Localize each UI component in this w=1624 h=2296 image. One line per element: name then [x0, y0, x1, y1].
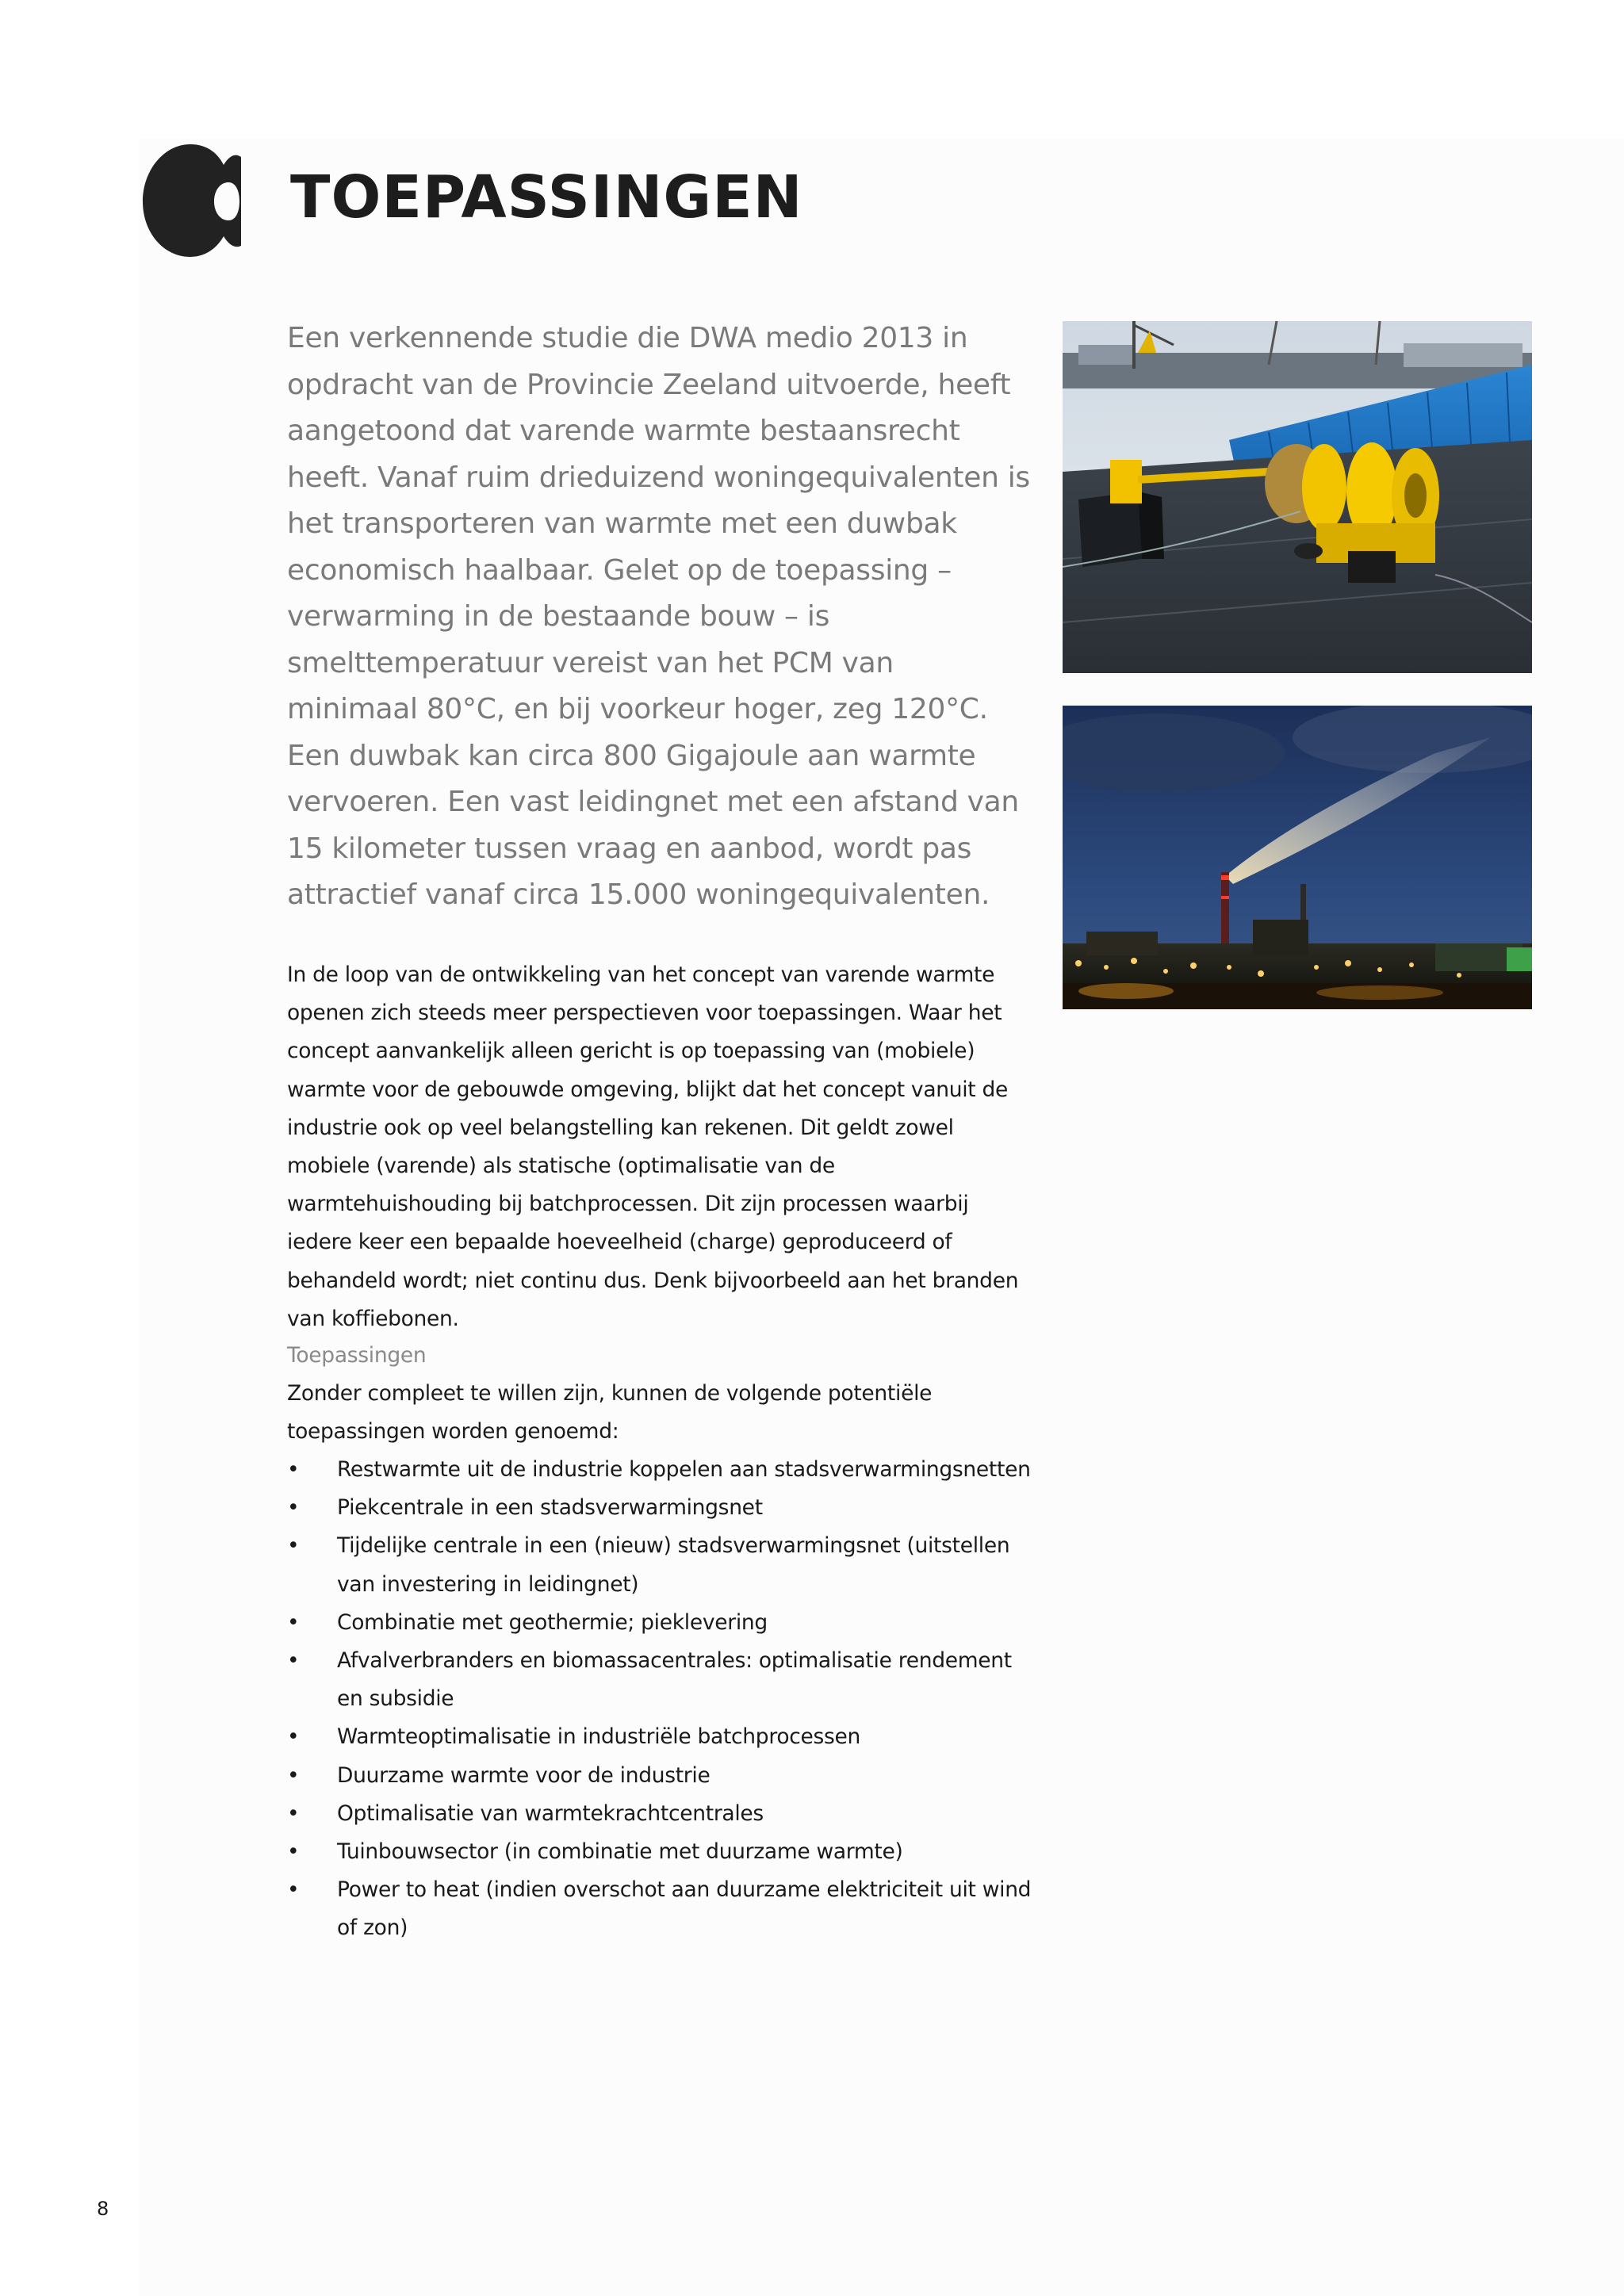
list-item: [287, 1718, 1036, 1756]
bullet-icon: •: [287, 1877, 300, 1903]
page-number: 8: [97, 2198, 109, 2220]
list-item-text: Power to heat (indien overschot aan duurzame elektriciteit uit wind of zon): [337, 1877, 1032, 1941]
section-intro: Zonder compleet te willen zijn, kunnen de volgende potentiële toepassingen worden genoemd:: [287, 1381, 933, 1445]
list-item: [287, 1604, 1036, 1642]
list-item-text: Restwarmte uit de industrie koppelen aan stadsverwarmingsnetten: [337, 1457, 1031, 1482]
list-item: [287, 1489, 1036, 1527]
applications-list: [287, 1451, 1036, 1948]
bullet-icon: •: [287, 1533, 300, 1559]
intro-paragraph: Een verkennende studie die DWA medio 2013 in opdracht van de Provincie Zeeland uitvoerde, heeft aangetoond dat varende warmte bestaansrecht heeft. Vanaf ruim drieduizend woningequivalenten is het transporteren van warmte met een duwbak economisch haalbaar. Gelet op de toepassing – verwarming in de bestaande bouw – is smelttemperatuur vereist van het PCM van minimaal 80°C, en bij voorkeur hoger, zeg 120°C. Een duwbak kan circa 800 Gigajoule aan warmte vervoeren. Een vast leidingnet met een afstand van 15 kilometer tussen vraag en aanbod, wordt pas attractief vanaf circa 15.000 woningequivalenten.: [287, 322, 1030, 911]
chimney-night-photo: [1063, 706, 1532, 1009]
bullet-icon: •: [287, 1839, 300, 1865]
list-item-text: Optimalisatie van warmtekrachtcentrales: [337, 1800, 764, 1826]
list-item: [287, 1527, 1036, 1603]
bullet-icon: •: [287, 1724, 300, 1750]
bullet-icon: •: [287, 1762, 300, 1788]
section-label: Toepassingen: [287, 1343, 427, 1368]
bullet-icon: •: [287, 1609, 300, 1635]
list-item-text: Warmteoptimalisatie in industriële batchprocessen: [337, 1724, 861, 1750]
page-title: TOEPASSINGEN: [290, 163, 803, 232]
bullet-icon: •: [287, 1800, 300, 1826]
list-item-text: Duurzame warmte voor de industrie: [337, 1762, 710, 1788]
list-item: [287, 1451, 1036, 1489]
logo-mark-icon: [141, 143, 244, 258]
list-item-text: Tuinbouwsector (in combinatie met duurzame warmte): [337, 1839, 903, 1865]
list-item: [287, 1871, 1036, 1947]
list-item-text: Afvalverbranders en biomassacentrales: optimalisatie rendement en subsidie: [337, 1648, 1012, 1712]
bullet-icon: •: [287, 1457, 300, 1482]
barge-winch-photo: [1063, 321, 1532, 673]
bullet-icon: •: [287, 1495, 300, 1521]
list-item: [287, 1795, 1036, 1833]
bullet-icon: •: [287, 1648, 300, 1674]
list-item-text: Combinatie met geothermie; pieklevering: [337, 1609, 768, 1635]
list-item: [287, 1833, 1036, 1871]
list-item-text: Piekcentrale in een stadsverwarmingsnet: [337, 1495, 763, 1521]
list-item: [287, 1642, 1036, 1718]
list-item-text: Tijdelijke centrale in een (nieuw) stadsverwarmingsnet (uitstellen van investering in leidingnet): [337, 1533, 1010, 1597]
body-paragraph: In de loop van de ontwikkeling van het concept van varende warmte openen zich steeds meer perspectieven voor toepassingen. Waar het concept aanvankelijk alleen gericht is op toepassing van (mobiele) warmte voor de gebouwde omgeving, blijkt dat het concept vanuit de industrie ook op veel belangstelling kan rekenen. Dit geldt zowel mobiele (varende) als statische (optimalisatie van de warmtehuishouding bij batchprocessen. Dit zijn processen waarbij iedere keer een bepaalde hoeveelheid (charge) geproduceerd of behandeld wordt; niet continu dus. Denk bijvoorbeeld aan het branden van koffiebonen.: [287, 962, 1019, 1331]
list-item: [287, 1757, 1036, 1795]
